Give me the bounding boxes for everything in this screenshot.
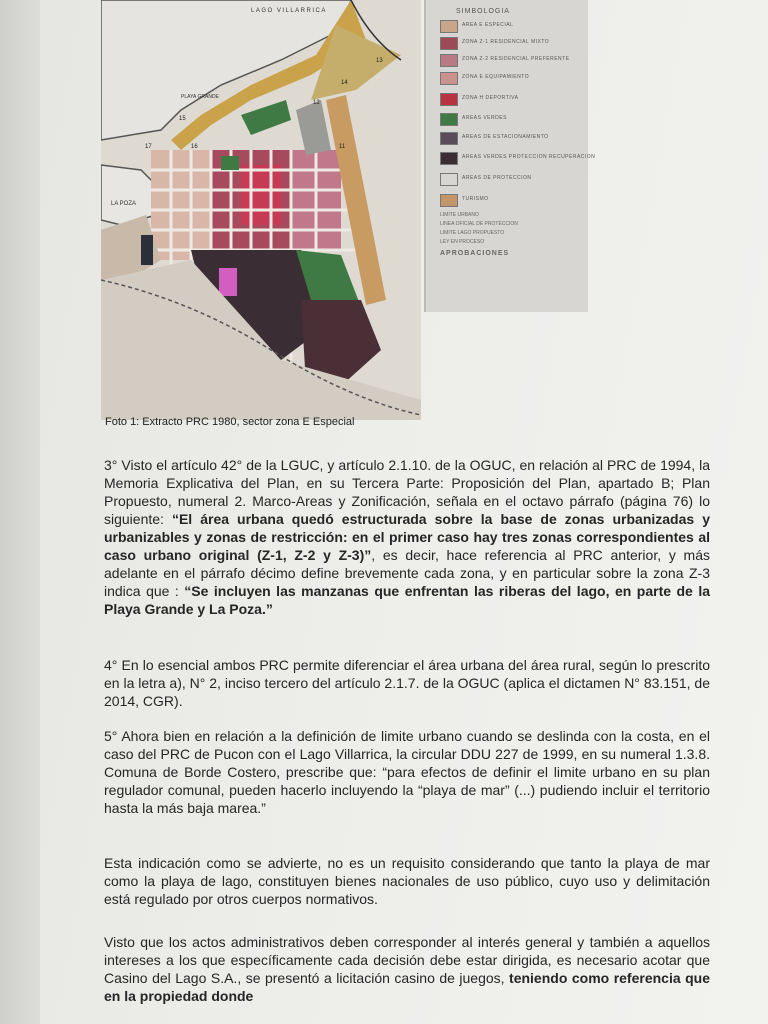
paragraph-3-text-b: , es decir, hace referencia al PRC anterior, y más adelante en el párrafo décimo define brevemente cada zona, y en particular sobre la zona Z-3 indica que : <box>104 547 710 599</box>
map-label-top: LAGO VILLARRICA <box>251 8 327 14</box>
legend-swatch <box>440 113 458 126</box>
paragraph-3-text-a: 3° Visto el artículo 42° de la LGUC, y artículo 2.1.10. de la OGUC, en relación al PRC de 1994, la Memoria Explicativa del Plan, en su Tercera Parte: Proposición del Plan, apartado B; Plan Propuesto, numeral 2. Marco-Areas y Zonificación, señala en el octavo párrafo (página 76) lo siguiente: <box>104 457 710 527</box>
legend-item <box>440 132 580 144</box>
legend-label: AREAS DE PROTECCION <box>462 175 532 181</box>
legend-label: AREAS DE ESTACIONAMIENTO <box>462 134 549 140</box>
legend-item <box>440 93 580 105</box>
legend-approvals: APROBACIONES <box>440 250 510 257</box>
legend-swatch <box>440 54 458 67</box>
legend-swatch <box>440 20 458 33</box>
legend-swatch <box>440 194 458 207</box>
paragraph-3 <box>104 456 710 618</box>
map-number: 13 <box>376 58 383 64</box>
paragraph-4: 4° En lo esencial ambos PRC permite diferenciar el área urbana del área rural, según lo prescrito en la letra a), N° 2, inciso tercero del artículo 2.1.7. de la OGUC (aplica el dictamen N° 83.151, de 2014, CGR). <box>104 657 710 709</box>
zoning-map-drawing <box>101 0 421 420</box>
legend-item <box>440 113 580 125</box>
paragraph-7-bold: teniendo como referencia que en la propiedad donde <box>104 970 710 1004</box>
legend-label: ZONA H DEPORTIVA <box>462 95 519 101</box>
legend-foot-line: LIMITE URBANO <box>440 212 479 218</box>
zoning-map-photo <box>101 0 421 420</box>
legend-swatch <box>440 72 458 85</box>
legend-item <box>440 72 580 84</box>
legend-foot-line: LINEA OFICIAL DE PROTECCION <box>440 221 518 227</box>
legend-label: TURISMO <box>462 196 489 202</box>
legend-swatch <box>440 152 458 165</box>
legend-item <box>440 54 580 66</box>
map-label-left: LA POZA <box>111 201 137 207</box>
paragraph-3-quote-b: “Se incluyen las manzanas que enfrentan las riberas del lago, en parte de la Playa Grande y La Poza.” <box>104 583 710 617</box>
map-legend <box>424 0 596 312</box>
paragraph-7 <box>104 933 710 1005</box>
legend-label: ZONA E EQUIPAMIENTO <box>462 74 530 80</box>
map-number: 12 <box>313 100 320 106</box>
legend-item <box>440 20 580 32</box>
legend-swatch <box>440 173 458 186</box>
legend-label: AREAS VERDES <box>462 115 507 121</box>
map-number: 15 <box>179 116 186 122</box>
legend-item <box>440 152 596 164</box>
legend-label: ZONA Z-1 RESIDENCIAL MIXTO <box>462 39 550 45</box>
legend-title: SIMBOLOGIA <box>456 8 510 15</box>
map-number: 17 <box>145 144 152 150</box>
legend-item <box>440 194 580 206</box>
map-label-upper: PLAYA GRANDE <box>181 94 219 100</box>
legend-swatch <box>440 132 458 145</box>
legend-swatch <box>440 37 458 50</box>
legend-foot-line: LEY EN PROCESO <box>440 239 485 245</box>
photo-caption: Foto 1: Extracto PRC 1980, sector zona E Especial <box>105 416 355 428</box>
legend-item <box>440 173 580 185</box>
paragraph-7-text: Visto que los actos administrativos deben corresponder al interés general y también a aquellos intereses a los que específicamente cada decisión debe estar dirigida, es necesario acotar que Casino del Lago S.A., se presentó a licitación casino de juegos, <box>104 934 710 986</box>
paragraph-6: Esta indicación como se advierte, no es un requisito considerando que tanto la playa de mar como la playa de lago, constituyen bienes nacionales de uso público, cuyo uso y delimitación está regulado por otros cuerpos normativos. <box>104 855 710 907</box>
map-number: 14 <box>341 80 348 86</box>
paragraph-5: 5° Ahora bien en relación a la definición de limite urbano cuando se deslinda con la costa, en el caso del PRC de Pucon con el Lago Villarrica, la circular DDU 227 de 1999, en su numeral 1.3.8. Comuna de Borde Costero, prescribe que: “para efectos de definir el limite urbano en su plan regulador comunal, pueden hacerlo incluyendo la “playa de mar” (...) pudiendo incluir el territorio hasta la más baja marea.” <box>104 728 710 816</box>
legend-label: ZONA Z-2 RESIDENCIAL PREFERENTE <box>462 56 570 62</box>
legend-swatch <box>440 93 458 106</box>
legend-label: AREA E ESPECIAL <box>462 22 514 28</box>
legend-item <box>440 37 580 49</box>
paragraph-3-quote-a: “El área urbana quedó estructurada sobre la base de zonas urbanizadas y urbanizables y zonas de restricción: en el primer caso hay tres zonas correspondientes al caso urbano original (Z-1, Z-2 y Z-3)” <box>104 511 710 563</box>
map-number: 11 <box>339 144 346 150</box>
legend-label: AREAS VERDES PROTECCION RECUPERACION <box>462 154 596 160</box>
legend-foot-line: LIMITE LAGO PROPUESTO <box>440 230 505 236</box>
map-number: 16 <box>191 144 198 150</box>
